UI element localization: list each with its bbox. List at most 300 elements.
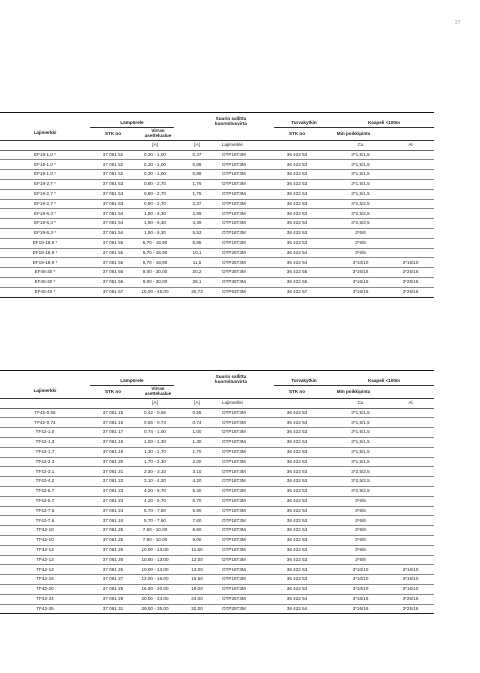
- cell-spacer: [320, 604, 334, 614]
- cell-spacer: [320, 428, 334, 438]
- cell-lajimerkki: EF45-45 *: [0, 287, 90, 297]
- cell-cu: 3*10/10: [334, 575, 387, 585]
- cell-cu: 3*10/10: [334, 565, 387, 575]
- cell-turvakytkin: OTP16T3M: [220, 238, 274, 248]
- cell-cu: 3*6/6: [334, 238, 387, 248]
- cell-spacer: [320, 506, 334, 516]
- cell-cu: 3*6/6: [334, 496, 387, 506]
- cell-stk-no: 37 061 29: [90, 594, 136, 604]
- cell-kuormitusvirta: 6.80: [174, 506, 220, 516]
- cell-kuormitusvirta: 5,53: [174, 229, 220, 239]
- cell-cu: 3*1,5/1,5: [334, 457, 387, 467]
- table-row: [0, 545, 434, 555]
- unit-blank: [320, 141, 334, 151]
- cell-stk-no: 37 061 53: [90, 180, 136, 190]
- cell-virran: 9,00 - 30,00: [136, 268, 174, 278]
- unit-ampere-load: [A]: [174, 399, 220, 409]
- cell-cu: 3*10/10: [334, 258, 387, 268]
- cell-lajimerkki: EF19-6,3 *: [0, 219, 90, 229]
- table-row: [0, 199, 434, 209]
- cell-virran: 15,00 - 45,00: [136, 287, 174, 297]
- unit-ampere-range: [A]: [136, 399, 174, 409]
- cell-stk-no: 37 061 18: [90, 438, 136, 448]
- cell-al: [387, 199, 434, 209]
- cell-turvakytkin: OTP25T3M: [220, 604, 274, 614]
- cell-cu: 3*6/6: [334, 229, 387, 239]
- header-lamporele: Lämpörele: [90, 371, 174, 386]
- cell-cu: 3*2,5/2,5: [334, 199, 387, 209]
- cell-lajimerkki: TF42-13: [0, 565, 90, 575]
- cell-kuormitusvirta: 7.60: [174, 516, 220, 526]
- cell-virran: 0.55 - 0.74: [136, 418, 174, 428]
- cell-turvakytkin: OTP16T3M: [220, 467, 274, 477]
- cell-lajimerkki: TF42-3.1: [0, 467, 90, 477]
- cell-turvakytkin: OTP16T3M: [220, 536, 274, 546]
- cell-kuormitusvirta: 1,76: [174, 180, 220, 190]
- cell-stk-no: 37 061 55: [90, 258, 136, 268]
- cell-stk-no-switch: 36 422 53: [274, 180, 320, 190]
- cell-spacer: [320, 248, 334, 258]
- cell-al: [387, 467, 434, 477]
- cell-spacer: [320, 594, 334, 604]
- cell-virran: 29.00 - 35.00: [136, 604, 174, 614]
- cell-spacer: [320, 278, 334, 288]
- cell-kuormitusvirta: 11,5: [174, 258, 220, 268]
- cell-virran: 20.00 - 24.00: [136, 594, 174, 604]
- cell-kuormitusvirta: 30,73: [174, 287, 220, 297]
- cell-virran: 0,30 - 1,00: [136, 160, 174, 170]
- cell-lajimerkki: TF42-24: [0, 594, 90, 604]
- table-row: [0, 238, 434, 248]
- table-row: [0, 248, 434, 258]
- header-suurin-sallittu: Suurin sallittu kuormitusvirta: [215, 374, 247, 384]
- cell-al: 3*25/16: [387, 604, 434, 614]
- cell-al: [387, 160, 434, 170]
- cell-lajimerkki: TF42-10: [0, 526, 90, 536]
- header-cu: Cu: [334, 141, 387, 151]
- cell-virran: 5,70 - 18,90: [136, 258, 174, 268]
- cell-stk-no-switch: 36 422 53: [274, 408, 320, 418]
- header-al: Al: [387, 141, 434, 151]
- unit-ampere-load: [A]: [174, 141, 220, 151]
- cell-turvakytkin: OTP16T3M: [220, 418, 274, 428]
- table-row: [0, 219, 434, 229]
- header-blank: [220, 386, 274, 399]
- cell-spacer: [320, 199, 334, 209]
- cell-stk-no: 37 061 56: [90, 268, 136, 278]
- table-row: [0, 457, 434, 467]
- cell-cu: 3*1,5/1,5: [334, 408, 387, 418]
- cell-lajimerkki: EF19-18,9 *: [0, 258, 90, 268]
- cell-virran: 0,80 - 2,70: [136, 180, 174, 190]
- thermal-relay-table-ef: [0, 112, 434, 298]
- cell-kuormitusvirta: 4,39: [174, 219, 220, 229]
- table-row: [0, 408, 434, 418]
- cell-stk-no-switch: 36 422 53: [274, 428, 320, 438]
- header-kaapeli: Kaapeli <100m: [334, 113, 434, 128]
- cell-al: [387, 487, 434, 497]
- cell-turvakytkin: OTP16T3M: [220, 438, 274, 448]
- cell-stk-no-switch: 36 422 53: [274, 516, 320, 526]
- cell-spacer: [320, 526, 334, 536]
- cell-al: [387, 526, 434, 536]
- cell-virran: 1.30 - 1.70: [136, 447, 174, 457]
- header-blank: [174, 128, 220, 141]
- table-row: [0, 526, 434, 536]
- header-suurin-sallittu: Suurin sallittu kuormitusvirta: [215, 116, 247, 126]
- cell-lajimerkki: TF42-10: [0, 536, 90, 546]
- cell-al: [387, 477, 434, 487]
- cell-stk-no-switch: 36 422 53: [274, 418, 320, 428]
- cell-spacer: [320, 209, 334, 219]
- cell-kuormitusvirta: 1,76: [174, 189, 220, 199]
- cell-cu: 3*6/6: [334, 545, 387, 555]
- cell-stk-no: 37 061 17: [90, 428, 136, 438]
- cell-cu: 3*6/6: [334, 536, 387, 546]
- cell-spacer: [320, 447, 334, 457]
- cell-virran: 1,90 - 6,30: [136, 219, 174, 229]
- table-row: [0, 575, 434, 585]
- unit-blank: [320, 399, 334, 409]
- cell-kuormitusvirta: 0.74: [174, 418, 220, 428]
- header-lamporele: Lämpörele: [90, 113, 174, 128]
- cell-stk-no-switch: 36 422 55: [274, 268, 320, 278]
- cell-stk-no-switch: 36 422 53: [274, 150, 320, 160]
- cell-stk-no: 37 061 53: [90, 199, 136, 209]
- cell-virran: 7.60 - 10.00: [136, 526, 174, 536]
- thermal-relay-table-tf: [0, 370, 434, 614]
- cell-al: 3*16/10: [387, 585, 434, 595]
- cell-virran: 0,80 - 2,70: [136, 189, 174, 199]
- table-row: [0, 258, 434, 268]
- cell-stk-no-switch: 36 422 53: [274, 487, 320, 497]
- cell-stk-no: 37 061 28: [90, 585, 136, 595]
- cell-al: [387, 536, 434, 546]
- cell-cu: 3*1,5/1,5: [334, 189, 387, 199]
- cell-lajimerkki: TF42-7.6: [0, 506, 90, 516]
- cell-cu: 3*16/16: [334, 287, 387, 297]
- cell-cu: 3*6/6: [334, 248, 387, 258]
- unit-blank: [274, 399, 320, 409]
- table-row: [0, 418, 434, 428]
- cell-stk-no: 37 061 15: [90, 408, 136, 418]
- cell-spacer: [320, 545, 334, 555]
- cell-stk-no: 37 061 31: [90, 604, 136, 614]
- cell-kuormitusvirta: 0.55: [174, 408, 220, 418]
- header-virran-asettelualue: Virran asettelualue: [136, 386, 174, 399]
- table-row: [0, 180, 434, 190]
- cell-turvakytkin: OTP16T3M: [220, 209, 274, 219]
- cell-lajimerkki: TF42-13: [0, 555, 90, 565]
- cell-kuormitusvirta: 24.00: [174, 594, 220, 604]
- cell-stk-no: 37 061 54: [90, 229, 136, 239]
- table-row: [0, 594, 434, 604]
- cell-stk-no-switch: 36 422 57: [274, 287, 320, 297]
- cell-kuormitusvirta: 0,88: [174, 160, 220, 170]
- cell-virran: 10.00 - 13.00: [136, 565, 174, 575]
- cell-turvakytkin: OTP16T3M: [220, 170, 274, 180]
- header-kaapeli: Kaapeli <100m: [334, 371, 434, 386]
- header-blank: [0, 113, 90, 128]
- cell-virran: 5.70 - 7.60: [136, 516, 174, 526]
- cell-kuormitusvirta: 1.30: [174, 438, 220, 448]
- cell-kuormitusvirta: 28,1: [174, 278, 220, 288]
- cell-virran: 1,90 - 6,30: [136, 209, 174, 219]
- cell-al: [387, 418, 434, 428]
- cell-turvakytkin: OTP16T3M: [220, 545, 274, 555]
- cell-lajimerkki: TF42-1.3: [0, 438, 90, 448]
- cell-virran: 0,80 - 2,70: [136, 199, 174, 209]
- unit-blank: [90, 141, 136, 151]
- cell-spacer: [320, 536, 334, 546]
- cell-stk-no-switch: 36 422 53: [274, 506, 320, 516]
- cell-kuormitusvirta: 13.00: [174, 565, 220, 575]
- cell-spacer: [320, 160, 334, 170]
- cell-stk-no-switch: 36 422 53: [274, 467, 320, 477]
- table-row: [0, 565, 434, 575]
- cell-virran: 0,30 - 1,00: [136, 170, 174, 180]
- cell-stk-no-switch: 36 422 53: [274, 555, 320, 565]
- cell-cu: 3*6/6: [334, 555, 387, 565]
- cell-turvakytkin: OTP25T3M: [220, 248, 274, 258]
- cell-al: [387, 248, 434, 258]
- cell-virran: 5,70 - 18,90: [136, 238, 174, 248]
- cell-lajimerkki: EF19-6,3 *: [0, 209, 90, 219]
- table-row: [0, 506, 434, 516]
- table-row: [0, 555, 434, 565]
- cell-cu: 3*1,5/1,5: [334, 150, 387, 160]
- header-stk-no: STK no: [90, 128, 136, 141]
- table-row: [0, 477, 434, 487]
- cell-spacer: [320, 229, 334, 239]
- header-row-units: [0, 399, 434, 409]
- header-stk-no-switch: STK no: [274, 386, 320, 399]
- cell-lajimerkki: EF19-2,7 *: [0, 199, 90, 209]
- cell-turvakytkin: OTP16T3M: [220, 457, 274, 467]
- cell-lajimerkki: TF42-4.2: [0, 477, 90, 487]
- cell-spacer: [320, 585, 334, 595]
- unit-blank: [0, 141, 90, 151]
- cell-spacer: [320, 150, 334, 160]
- cell-lajimerkki: TF42-7.6: [0, 516, 90, 526]
- cell-cu: 3*1,5/1,5: [334, 447, 387, 457]
- cell-stk-no: 37 061 21: [90, 467, 136, 477]
- cell-lajimerkki: EF45-30 *: [0, 278, 90, 288]
- cell-al: 3*25/16: [387, 278, 434, 288]
- cell-turvakytkin: OTP16T3M: [220, 408, 274, 418]
- cell-cu: 3*6/6: [334, 526, 387, 536]
- cell-kuormitusvirta: 5.70: [174, 496, 220, 506]
- cell-spacer: [320, 287, 334, 297]
- table-body-ef: [0, 113, 434, 298]
- cell-turvakytkin: OTP16T3M: [220, 575, 274, 585]
- cell-al: [387, 555, 434, 565]
- header-min-poikkipinta: Min poikkipinta: [320, 128, 387, 141]
- cell-stk-no: 37 061 53: [90, 189, 136, 199]
- cell-al: 3*25/16: [387, 287, 434, 297]
- cell-cu: 3*1,5/1,5: [334, 180, 387, 190]
- cell-cu: 3*1,5/1,5: [334, 160, 387, 170]
- table-row: [0, 516, 434, 526]
- cell-kuormitusvirta: 12.00: [174, 555, 220, 565]
- cell-stk-no-switch: 36 422 53: [274, 545, 320, 555]
- cell-turvakytkin: OTP16T3M: [220, 555, 274, 565]
- header-blank: [0, 371, 90, 386]
- header-stk-no: STK no: [90, 386, 136, 399]
- cell-turvakytkin: OTP25T3M: [220, 258, 274, 268]
- header-cu: Cu: [334, 399, 387, 409]
- cell-stk-no-switch: 36 422 53: [274, 160, 320, 170]
- table-row: [0, 278, 434, 288]
- header-turvakytkin: Turvakytkin: [274, 371, 334, 386]
- cell-stk-no-switch: 36 422 54: [274, 248, 320, 258]
- cell-kuormitusvirta: 4.20: [174, 477, 220, 487]
- cell-turvakytkin: OTP16T3M: [220, 229, 274, 239]
- cell-cu: 3*2,5/2,5: [334, 467, 387, 477]
- cell-cu: 3*10/10: [334, 585, 387, 595]
- cell-al: 3*25/16: [387, 594, 434, 604]
- cell-kuormitusvirta: 19.00: [174, 585, 220, 595]
- cell-spacer: [320, 516, 334, 526]
- cell-al: [387, 238, 434, 248]
- cell-cu: 3*2,5/2,5: [334, 219, 387, 229]
- table-row: [0, 209, 434, 219]
- cell-cu: 3*1,5/1,5: [334, 438, 387, 448]
- cell-al: [387, 170, 434, 180]
- table-row: [0, 428, 434, 438]
- cell-virran: 10.00 - 13.00: [136, 545, 174, 555]
- cell-spacer: [320, 575, 334, 585]
- cell-spacer: [320, 189, 334, 199]
- cell-turvakytkin: OTP16T3M: [220, 150, 274, 160]
- cell-virran: 4.20 - 5.70: [136, 496, 174, 506]
- cell-lajimerkki: EF45-30 *: [0, 268, 90, 278]
- cell-spacer: [320, 438, 334, 448]
- cell-al: [387, 447, 434, 457]
- cell-turvakytkin: OTP25T3M: [220, 594, 274, 604]
- cell-stk-no-switch: 36 422 53: [274, 229, 320, 239]
- cell-turvakytkin: OTP16T3M: [220, 506, 274, 516]
- cell-lajimerkki: TF42-5.7: [0, 496, 90, 506]
- table-row: [0, 496, 434, 506]
- cell-cu: 3*2,5/2,5: [334, 477, 387, 487]
- table-row: [0, 585, 434, 595]
- header-row-columns: [0, 386, 434, 399]
- cell-stk-no: 37 061 56: [90, 278, 136, 288]
- cell-stk-no-switch: 36 422 53: [274, 585, 320, 595]
- cell-al: 3*25/16: [387, 268, 434, 278]
- cell-lajimerkki: EF19-1,0 *: [0, 170, 90, 180]
- table-body-tf: [0, 371, 434, 614]
- cell-spacer: [320, 467, 334, 477]
- cell-stk-no-switch: 36 422 54: [274, 604, 320, 614]
- header-blank: [174, 386, 220, 399]
- cell-lajimerkki: TF42-13: [0, 545, 90, 555]
- cell-virran: 9,00 - 30,00: [136, 278, 174, 288]
- cell-stk-no-switch: 36 422 53: [274, 477, 320, 487]
- cell-turvakytkin: OTP16T3M: [220, 219, 274, 229]
- table-row: [0, 268, 434, 278]
- cell-spacer: [320, 496, 334, 506]
- cell-stk-no-switch: 36 422 54: [274, 258, 320, 268]
- cell-cu: 3*6/6: [334, 506, 387, 516]
- cell-virran: 1,90 - 6,30: [136, 229, 174, 239]
- cell-stk-no: 37 061 23: [90, 496, 136, 506]
- cell-spacer: [320, 238, 334, 248]
- cell-spacer: [320, 258, 334, 268]
- cell-al: [387, 438, 434, 448]
- unit-ampere-range: [A]: [136, 141, 174, 151]
- cell-al: [387, 150, 434, 160]
- header-stk-no-switch: STK no: [274, 128, 320, 141]
- cell-al: [387, 506, 434, 516]
- cell-cu: 3*16/16: [334, 268, 387, 278]
- cell-stk-no-switch: 36 422 53: [274, 575, 320, 585]
- cell-virran: 16.00 - 20.00: [136, 585, 174, 595]
- cell-cu: 3*1,5/1,5: [334, 418, 387, 428]
- table-row: [0, 438, 434, 448]
- cell-kuormitusvirta: 2.00: [174, 457, 220, 467]
- page-number: 27: [455, 20, 461, 26]
- cell-stk-no-switch: 36 422 53: [274, 457, 320, 467]
- cell-al: [387, 209, 434, 219]
- cell-stk-no-switch: 36 422 53: [274, 170, 320, 180]
- cell-stk-no: 37 061 52: [90, 160, 136, 170]
- cell-turvakytkin: OTP16T3M: [220, 199, 274, 209]
- cell-stk-no-switch: 36 422 53: [274, 219, 320, 229]
- cell-cu: 3*2,5/2,5: [334, 209, 387, 219]
- cell-turvakytkin: OTP36T3M: [220, 278, 274, 288]
- header-virran-asettelualue: Virran asettelualue: [136, 128, 174, 141]
- cell-al: [387, 457, 434, 467]
- cell-al: 3*16/10: [387, 258, 434, 268]
- unit-blank: [0, 399, 90, 409]
- cell-al: [387, 545, 434, 555]
- cell-al: [387, 428, 434, 438]
- cell-kuormitusvirta: 0,88: [174, 170, 220, 180]
- cell-virran: 0.42 - 0.55: [136, 408, 174, 418]
- cell-kuormitusvirta: 2,99: [174, 209, 220, 219]
- cell-turvakytkin: OTP16T3M: [220, 585, 274, 595]
- cell-stk-no: 37 061 23: [90, 487, 136, 497]
- cell-lajimerkki: TF42-16: [0, 575, 90, 585]
- cell-spacer: [320, 565, 334, 575]
- header-lajimerkki: Lajimerkki: [0, 386, 90, 399]
- cell-stk-no: 37 061 22: [90, 477, 136, 487]
- cell-stk-no: 37 061 26: [90, 545, 136, 555]
- cell-stk-no: 37 061 25: [90, 536, 136, 546]
- unit-blank: [274, 141, 320, 151]
- cell-stk-no: 37 061 25: [90, 526, 136, 536]
- table-row: [0, 447, 434, 457]
- header-al: Al: [387, 399, 434, 409]
- cell-cu: 3*2,5/2,5: [334, 487, 387, 497]
- cell-cu: 3*16/16: [334, 278, 387, 288]
- cell-lajimerkki: EF19-1,0 *: [0, 160, 90, 170]
- cell-lajimerkki: EF19-18,9 *: [0, 248, 90, 258]
- cell-lajimerkki: EF19-18,9 *: [0, 238, 90, 248]
- header-row-groups: [0, 113, 434, 128]
- cell-lajimerkki: TF42-2.3: [0, 457, 90, 467]
- cell-stk-no-switch: 36 422 53: [274, 189, 320, 199]
- cell-spacer: [320, 555, 334, 565]
- header-lajimerkki-switch: Lajimerkki: [220, 399, 274, 409]
- cell-kuormitusvirta: 5.20: [174, 487, 220, 497]
- table-row: [0, 189, 434, 199]
- cell-virran: 13.00 - 16.00: [136, 575, 174, 585]
- cell-al: [387, 516, 434, 526]
- cell-virran: 7.60 - 10.00: [136, 536, 174, 546]
